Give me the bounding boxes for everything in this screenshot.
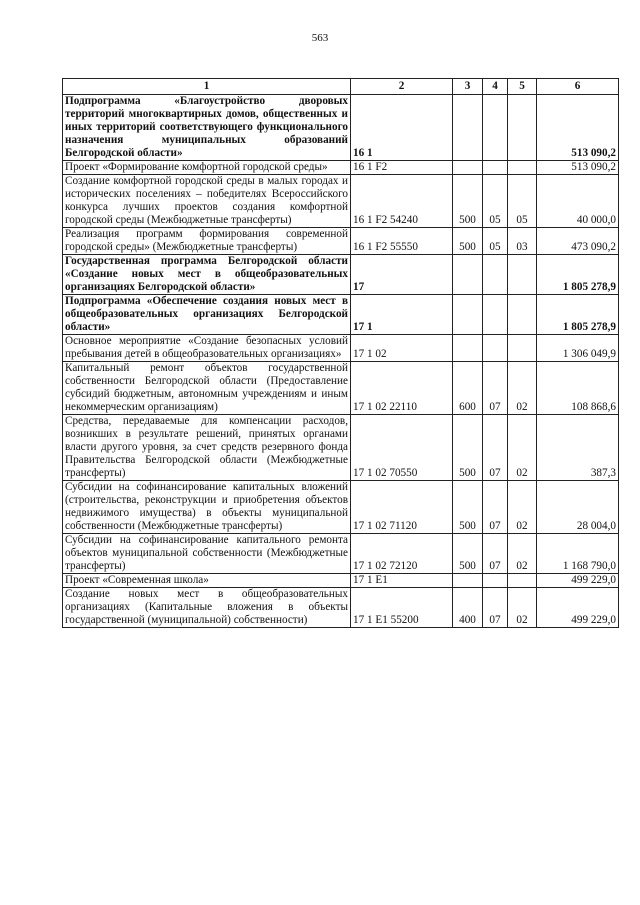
row-c3-cell [453, 335, 483, 362]
row-amount-cell: 387,3 [537, 415, 619, 481]
row-c4-cell: 07 [483, 481, 508, 534]
table-row [63, 255, 619, 295]
row-code-cell: 17 1 [351, 295, 453, 335]
row-code-cell: 16 1 F2 54240 [351, 175, 453, 228]
column-header: 3 [453, 79, 483, 95]
row-c3-cell [453, 161, 483, 175]
row-code-cell: 16 1 F2 55550 [351, 228, 453, 255]
row-amount-cell: 40 000,0 [537, 175, 619, 228]
table-row [63, 95, 619, 161]
row-amount-cell: 1 168 790,0 [537, 534, 619, 574]
row-c4-cell [483, 95, 508, 161]
row-name-cell: Подпрограмма «Благоустройство дворовых территорий многоквартирных домов, общественных и иных территорий соответствующего функционального назначения муниципальных образований Белгородской области» [63, 95, 351, 161]
row-c3-cell [453, 255, 483, 295]
table-row [63, 228, 619, 255]
row-code-cell: 16 1 F2 [351, 161, 453, 175]
row-name-cell: Основное мероприятие «Создание безопасных условий пребывания детей в общеобразовательных организациях» [63, 335, 351, 362]
row-c4-cell [483, 295, 508, 335]
row-c5-cell [508, 161, 537, 175]
row-c3-cell: 500 [453, 228, 483, 255]
table-row [63, 574, 619, 588]
table-row [63, 588, 619, 628]
row-code-cell: 17 1 02 71120 [351, 481, 453, 534]
row-c3-cell [453, 574, 483, 588]
column-header: 2 [351, 79, 453, 95]
row-name-cell: Средства, передаваемые для компенсации расходов, возникших в результате решений, принятых органами власти другого уровня, за счет средств резервного фонда Правительства Белгородской области (Межбюджетные трансферты) [63, 415, 351, 481]
table-row [63, 295, 619, 335]
row-name-cell: Субсидии на софинансирование капитальных вложений (строительства, реконструкции и приобретения объектов недвижимого имущества) в объекты муниципальной собственности (Межбюджетные трансферты) [63, 481, 351, 534]
row-c5-cell: 02 [508, 534, 537, 574]
row-name-cell: Проект «Формирование комфортной городской среды» [63, 161, 351, 175]
row-c3-cell: 400 [453, 588, 483, 628]
row-c5-cell [508, 295, 537, 335]
row-c3-cell: 500 [453, 175, 483, 228]
row-name-cell: Проект «Современная школа» [63, 574, 351, 588]
row-amount-cell: 1 805 278,9 [537, 295, 619, 335]
row-name-cell: Создание комфортной городской среды в малых городах и исторических поселениях – победителях Всероссийского конкурса лучших проектов создания комфортной городской среды (Межбюджетные трансферты) [63, 175, 351, 228]
row-c4-cell [483, 255, 508, 295]
page-number: 563 [311, 32, 329, 44]
column-header: 5 [508, 79, 537, 95]
row-c5-cell: 02 [508, 481, 537, 534]
row-code-cell: 17 1 02 70550 [351, 415, 453, 481]
row-amount-cell: 499 229,0 [537, 574, 619, 588]
row-c5-cell [508, 335, 537, 362]
row-code-cell: 16 1 [351, 95, 453, 161]
row-name-cell: Создание новых мест в общеобразовательных организациях (Капитальные вложения в объекты государственной (муниципальной) собственности) [63, 588, 351, 628]
table-row [63, 175, 619, 228]
row-amount-cell: 28 004,0 [537, 481, 619, 534]
row-c5-cell [508, 255, 537, 295]
row-code-cell: 17 1 02 [351, 335, 453, 362]
column-header: 6 [537, 79, 619, 95]
row-code-cell: 17 1 02 22110 [351, 362, 453, 415]
budget-table [62, 78, 619, 628]
row-c5-cell: 02 [508, 588, 537, 628]
table-row [63, 481, 619, 534]
row-c3-cell: 500 [453, 534, 483, 574]
row-name-cell: Подпрограмма «Обеспечение создания новых мест в общеобразовательных организациях Белгородской области» [63, 295, 351, 335]
row-c5-cell [508, 574, 537, 588]
table-row [63, 362, 619, 415]
row-amount-cell: 473 090,2 [537, 228, 619, 255]
row-code-cell: 17 1 02 72120 [351, 534, 453, 574]
row-code-cell: 17 1 E1 55200 [351, 588, 453, 628]
row-c4-cell [483, 161, 508, 175]
row-c5-cell: 05 [508, 175, 537, 228]
row-code-cell: 17 1 E1 [351, 574, 453, 588]
row-name-cell: Субсидии на софинансирование капитального ремонта объектов муниципальной собственности (Межбюджетные трансферты) [63, 534, 351, 574]
row-name-cell: Реализация программ формирования современной городской среды» (Межбюджетные трансферты) [63, 228, 351, 255]
row-c3-cell [453, 295, 483, 335]
row-c4-cell: 05 [483, 228, 508, 255]
row-amount-cell: 1 805 278,9 [537, 255, 619, 295]
column-header: 4 [483, 79, 508, 95]
row-c3-cell [453, 95, 483, 161]
row-amount-cell: 513 090,2 [537, 95, 619, 161]
row-c4-cell [483, 574, 508, 588]
row-c5-cell: 03 [508, 228, 537, 255]
row-c4-cell: 07 [483, 362, 508, 415]
row-c3-cell: 500 [453, 481, 483, 534]
row-c4-cell: 07 [483, 588, 508, 628]
row-c3-cell: 500 [453, 415, 483, 481]
table-row [63, 415, 619, 481]
table-row [63, 534, 619, 574]
row-c4-cell: 07 [483, 534, 508, 574]
row-c4-cell: 07 [483, 415, 508, 481]
row-c4-cell: 05 [483, 175, 508, 228]
row-c5-cell [508, 95, 537, 161]
row-c5-cell: 02 [508, 362, 537, 415]
row-name-cell: Капитальный ремонт объектов государственной собственности Белгородской области (Предоставление субсидий бюджетным, автономным учреждениям и иным некоммерческим организациям) [63, 362, 351, 415]
row-amount-cell: 1 306 049,9 [537, 335, 619, 362]
table-header-row [63, 79, 619, 95]
row-name-cell: Государственная программа Белгородской области «Создание новых мест в общеобразовательных организациях Белгородской области» [63, 255, 351, 295]
row-code-cell: 17 [351, 255, 453, 295]
row-amount-cell: 108 868,6 [537, 362, 619, 415]
column-header: 1 [63, 79, 351, 95]
table-row [63, 161, 619, 175]
row-c5-cell: 02 [508, 415, 537, 481]
row-amount-cell: 499 229,0 [537, 588, 619, 628]
row-amount-cell: 513 090,2 [537, 161, 619, 175]
row-c3-cell: 600 [453, 362, 483, 415]
table-row [63, 335, 619, 362]
row-c4-cell [483, 335, 508, 362]
